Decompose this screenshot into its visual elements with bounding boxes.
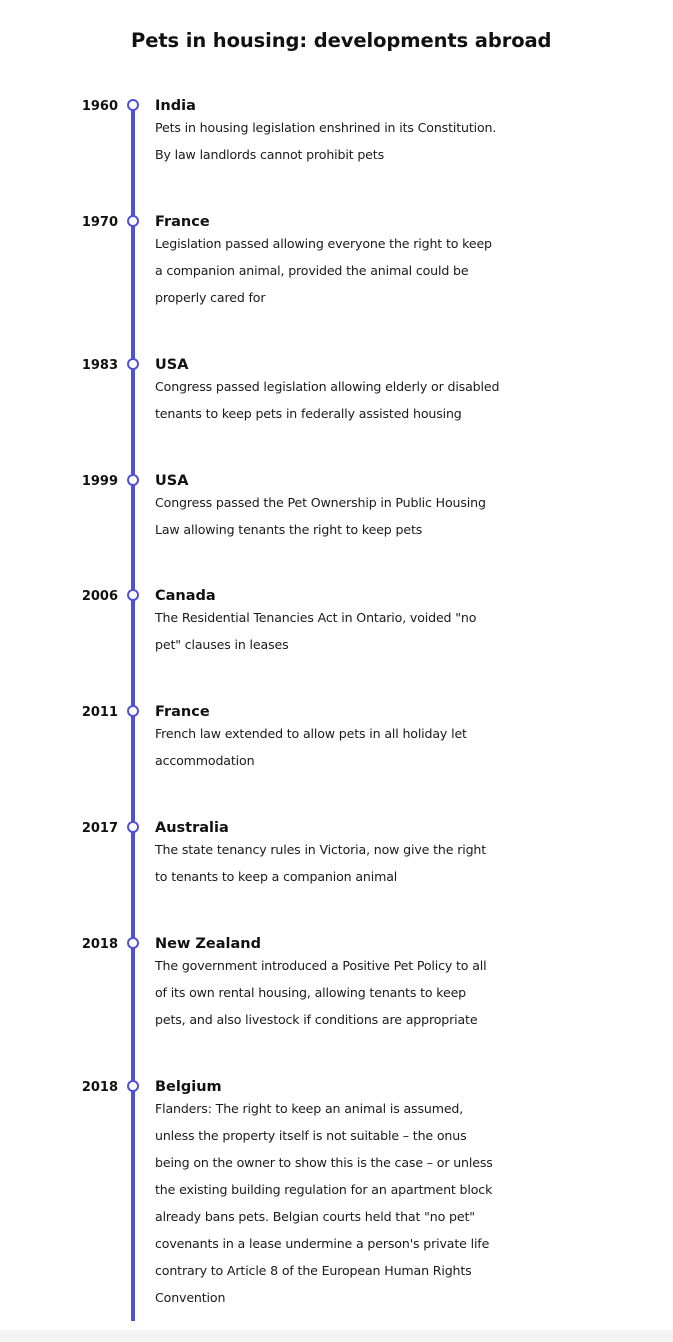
timeline-marker (127, 1080, 139, 1092)
entry-country: Australia (155, 820, 229, 836)
entry-description: Congress passed the Pet Ownership in Public Housing Law allowing tenants the right to keep pets (155, 495, 486, 537)
page-footer-strip (0, 1330, 673, 1342)
entry-description: The government introduced a Positive Pet Policy to all of its own rental housing, allowing tenants to keep pets, and also livestock if conditions are appropriate (155, 958, 487, 1027)
entry-year: 2011 (81, 705, 118, 720)
entry-country: Canada (155, 588, 216, 604)
entry-description: Flanders: The right to keep an animal is assumed, unless the property itself is not suitable – the onus being on the owner to show this is the case – or unless the existing building regulation for an apartment block already bans pets. Belgian courts held that "no pet" covenants in a lease undermine a person's private life contrary to Article 8 of the European Human Rights Convention (155, 1101, 493, 1305)
entry-country: France (155, 214, 210, 230)
timeline-marker (127, 474, 139, 486)
entry-country: Belgium (155, 1079, 222, 1095)
timeline-marker (127, 821, 139, 833)
entry-year: 1999 (81, 474, 118, 489)
timeline-marker (127, 937, 139, 949)
timeline-marker (127, 358, 139, 370)
entry-description: Congress passed legislation allowing elderly or disabled tenants to keep pets in federally assisted housing (155, 379, 500, 421)
entry-country: USA (155, 357, 189, 373)
page-title: Pets in housing: developments abroad (131, 29, 552, 52)
entry-description: The Residential Tenancies Act in Ontario, voided "no pet" clauses in leases (155, 610, 477, 652)
entry-country: USA (155, 473, 189, 489)
timeline-marker (127, 589, 139, 601)
entry-description: The state tenancy rules in Victoria, now give the right to tenants to keep a companion animal (155, 842, 487, 884)
entry-year: 1960 (81, 99, 118, 114)
entry-country: India (155, 98, 196, 114)
timeline-marker (127, 99, 139, 111)
entry-description: Pets in housing legislation enshrined in its Constitution. By law landlords cannot prohibit pets (155, 120, 497, 162)
timeline-marker (127, 705, 139, 717)
entry-country: New Zealand (155, 936, 262, 952)
entry-year: 1970 (81, 215, 118, 230)
entry-year: 2018 (81, 937, 118, 952)
entry-year: 2006 (81, 589, 118, 604)
entry-year: 2017 (81, 821, 118, 836)
timeline-marker (127, 215, 139, 227)
entry-country: France (155, 704, 210, 720)
entry-year: 2018 (81, 1080, 118, 1095)
entry-description: Legislation passed allowing everyone the right to keep a companion animal, provided the animal could be properly cared for (155, 236, 492, 305)
entry-year: 1983 (81, 358, 118, 373)
entry-description: French law extended to allow pets in all holiday let accommodation (155, 726, 467, 768)
